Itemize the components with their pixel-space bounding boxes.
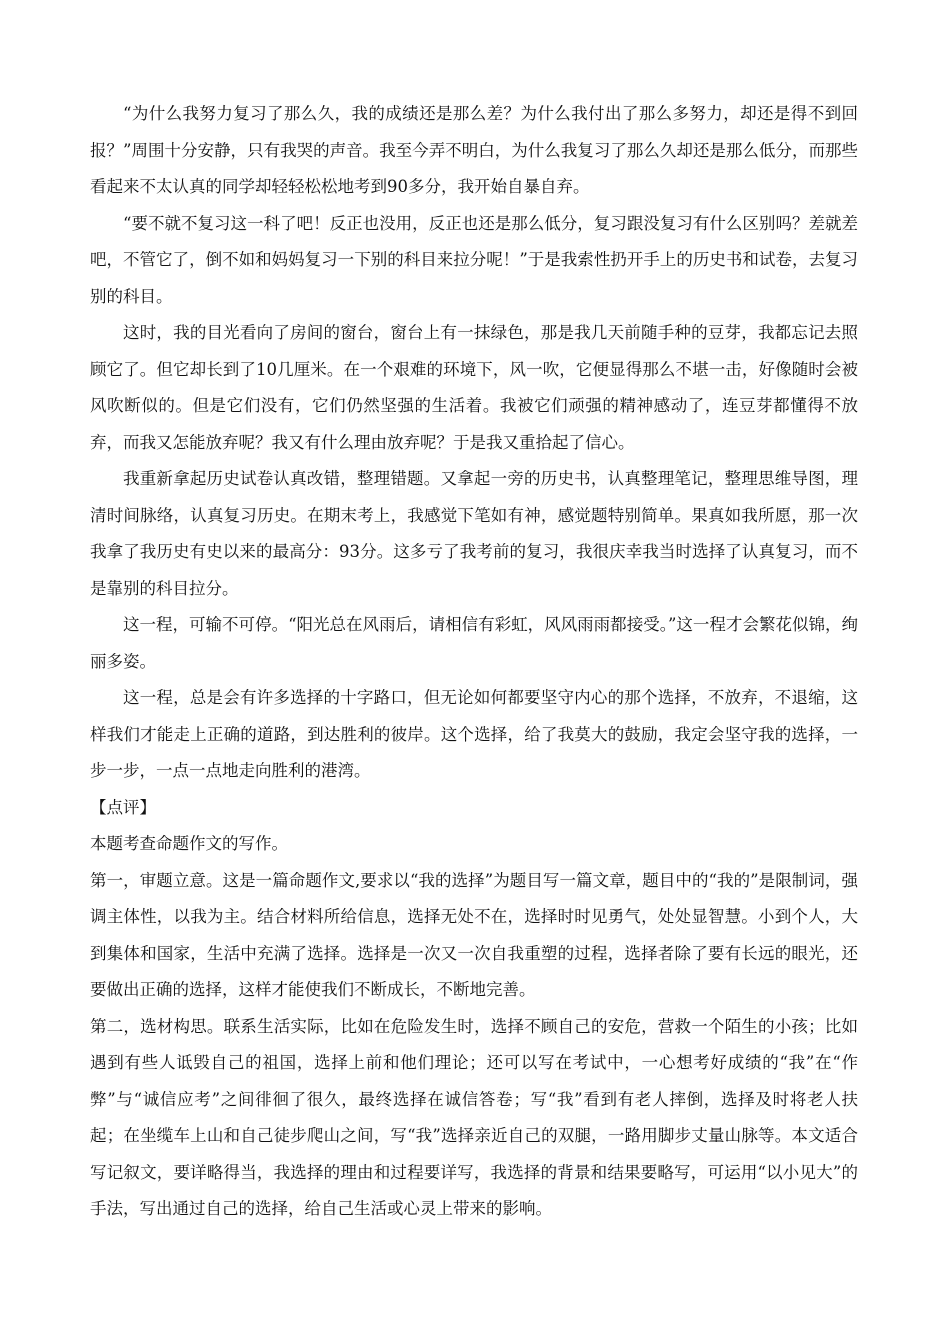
commentary-heading: 【点评】 xyxy=(90,797,156,817)
essay-paragraph: “为什么我努力复习了那么久，我的成绩还是那么差？为什么我付出了那么多努力，却还是得不到回报？”周围十分安静，只有我哭的声音。我至今弄不明白，为什么我复习了那么久却还是那么低分，而那些看起来不太认真的同学却轻轻松松地考到90多分，我开始自暴自弃。 xyxy=(90,104,858,196)
essay-paragraph: 这一程，可输不可停。“阳光总在风雨后，请相信有彩虹，风风雨雨都接受。”这一程才会繁花似锦，绚丽多姿。 xyxy=(90,615,858,671)
essay-paragraph: 我重新拿起历史试卷认真改错，整理错题。又拿起一旁的历史书，认真整理笔记，整理思维导图，理清时间脉络，认真复习历史。在期末考上，我感觉下笔如有神，感觉题特别简单。果真如我所愿，那一次我拿了我历史有史以来的最高分：93分。这多亏了我考前的复习，我很庆幸我当时选择了认真复习，而不是靠别的科目拉分。 xyxy=(90,469,858,598)
essay-paragraph: 这一程，总是会有许多选择的十字路口，但无论如何都要坚守内心的那个选择，不放弃，不退缩，这样我们才能走上正确的道路，到达胜利的彼岸。这个选择，给了我莫大的鼓励，我定会坚守我的选择，一步一步，一点一点地走向胜利的港湾。 xyxy=(90,688,858,780)
commentary-point: 第二，选材构思。联系生活实际，比如在危险发生时，选择不顾自己的安危，营救一个陌生的小孩；比如遇到有些人诋毁自己的祖国，选择上前和他们理论；还可以写在考试中，一心想考好成绩的“我”在“作弊”与“诚信应考”之间徘徊了很久，最终选择在诚信答卷；写“我”看到有老人摔倒，选择及时将老人扶起；在坐缆车上山和自己徒步爬山之间，写“我”选择亲近自己的双腿，一路用脚步丈量山脉等。本文适合写记叙文，要详略得当，我选择的理由和过程要详写，我选择的背景和结果要略写，可运用“以小见大”的手法，写出通过自己的选择，给自己生活或心灵上带来的影响。 xyxy=(90,1016,858,1218)
commentary-intro: 本题考查命题作文的写作。 xyxy=(90,834,288,853)
essay-paragraph: “要不就不复习这一科了吧！反正也没用，反正也还是那么低分，复习跟没复习有什么区别吗？差就差吧，不管它了，倒不如和妈妈复习一下别的科目来拉分呢！”于是我索性扔开手上的历史书和试卷，去复习别的科目。 xyxy=(90,213,858,306)
essay-paragraph: 这时，我的目光看向了房间的窗台，窗台上有一抹绿色，那是我几天前随手种的豆芽，我都忘记去照顾它了。但它却长到了10几厘米。在一个艰难的环境下，风一吹，它便显得那么不堪一击，好像随时会被风吹断似的。但是它们没有，它们仍然坚强的生活着。我被它们顽强的精神感动了，连豆芽都懂得不放弃，而我又怎能放弃呢？我又有什么理由放弃呢？于是我又重拾起了信心。 xyxy=(90,323,858,452)
commentary-point: 第一，审题立意。这是一篇命题作文,要求以“我的选择”为题目写一篇文章，题目中的“我的”是限制词，强调主体性，以我为主。结合材料所给信息，选择无处不在，选择时时见勇气，处处显智慧。小到个人，大到集体和国家，生活中充满了选择。选择是一次又一次自我重塑的过程，选择者除了要有长远的眼光，还要做出正确的选择，这样才能使我们不断成长，不断地完善。 xyxy=(90,870,858,999)
document-body xyxy=(90,96,858,1228)
